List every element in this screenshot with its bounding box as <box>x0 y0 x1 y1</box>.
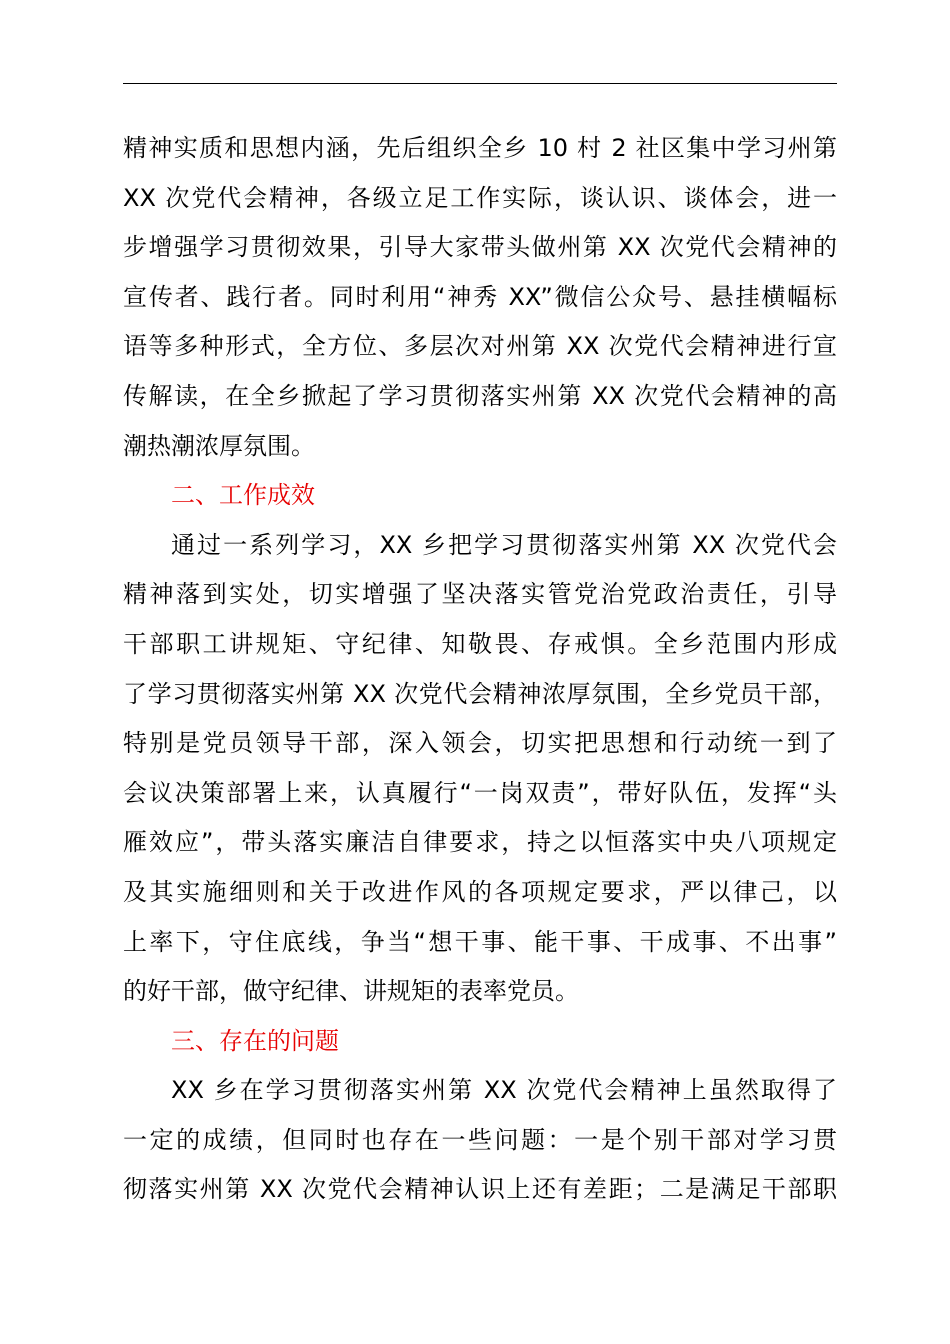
paragraph <box>123 1066 837 1215</box>
paragraph-line: 精神实质和思想内涵，先后组织全乡 10 村 2 社区集中学习州第 <box>123 134 837 162</box>
header-rule <box>123 83 837 84</box>
paragraph-line: 语等多种形式，全方位、多层次对州第 XX 次党代会精神进行宣 <box>123 332 837 361</box>
paragraph-line: 潮热潮浓厚氛围。 <box>123 431 315 460</box>
paragraph-line: 宣传者、践行者。同时利用“神秀 XX”微信公众号、悬挂横幅标 <box>123 282 837 311</box>
paragraph-line: 步增强学习贯彻效果，引导大家带头做州第 XX 次党代会精神的 <box>123 233 837 262</box>
paragraph-line: 彻落实州第 XX 次党代会精神认识上还有差距；二是满足干部职 <box>123 1175 837 1204</box>
paragraph-line: 雁效应”，带头落实廉洁自律要求，持之以恒落实中央八项规定 <box>123 828 837 857</box>
paragraph-line: XX 乡在学习贯彻落实州第 XX 次党代会精神上虽然取得了 <box>171 1076 837 1105</box>
paragraph <box>123 521 837 1017</box>
paragraph-line: 一定的成绩，但同时也存在一些问题：一是个别干部对学习贯 <box>123 1125 837 1154</box>
paragraph-line: 会议决策部署上来，认真履行“一岗双责”，带好队伍，发挥“头 <box>123 778 837 807</box>
section-heading: 二、工作成效 <box>171 481 315 510</box>
paragraph-line: 通过一系列学习，XX 乡把学习贯彻落实州第 XX 次党代会 <box>171 530 837 559</box>
paragraph-line: 上率下，守住底线，争当“想干事、能干事、干成事、不出事” <box>123 927 837 956</box>
paragraph-line: 的好干部，做守纪律、讲规矩的表率党员。 <box>123 977 579 1006</box>
paragraph-line: 传解读，在全乡掀起了学习贯彻落实州第 XX 次党代会精神的高 <box>123 381 837 410</box>
paragraph-line: XX 次党代会精神，各级立足工作实际，谈认识、谈体会，进一 <box>123 183 837 212</box>
paragraph <box>123 124 837 471</box>
paragraph-line: 精神落到实处，切实增强了坚决落实管党治党政治责任，引导 <box>123 580 837 609</box>
paragraph-line: 了学习贯彻落实州第 XX 次党代会精神浓厚氛围，全乡党员干部， <box>123 679 837 708</box>
paragraph-line: 干部职工讲规矩、守纪律、知敬畏、存戒惧。全乡范围内形成 <box>123 629 837 658</box>
document-body <box>123 124 837 1215</box>
paragraph-line: 及其实施细则和关于改进作风的各项规定要求，严以律己，以 <box>123 877 837 906</box>
section-heading: 三、存在的问题 <box>171 1026 339 1055</box>
paragraph-line: 特别是党员领导干部，深入领会，切实把思想和行动统一到了 <box>123 729 837 758</box>
